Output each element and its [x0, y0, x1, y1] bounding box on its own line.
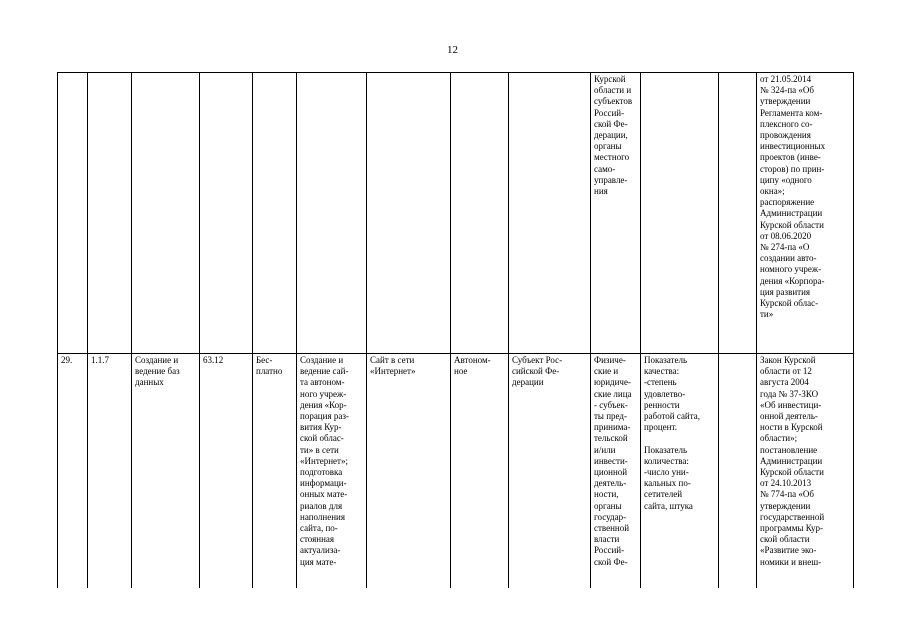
indicators-cell — [641, 73, 719, 354]
table-row — [58, 354, 854, 589]
consumers-cell: Физиче- ские и юридиче- ские лица - субъек- ты пред- принима- тельской и/или инвести- ционной деятель- ности, органы государ- ственной власти Россий- ской Фе- — [591, 354, 641, 589]
table-row — [58, 73, 854, 354]
okved-cell: 63.12 — [200, 354, 253, 589]
extra-cell — [719, 73, 757, 354]
content-cell — [297, 73, 367, 354]
price-cell — [253, 73, 297, 354]
form-cell — [367, 73, 451, 354]
indicators-cell: Показатель качества: -степень удовлетво- ренности работой сайта, процент. Показатель количества: -число уни- кальных по- сетителей сайта, штука — [641, 354, 719, 589]
row-number-cell: 29. — [58, 354, 88, 589]
page-number: 12 — [447, 44, 458, 56]
price-cell: Бес- платно — [253, 354, 297, 589]
content-cell: Создание и ведение сай- та автоном- ного учреж- дения «Кор- порация раз- вития Кур- ской облас- ти» в сети «Интернет»; подготовка информаци- онных мате- риалов для наполнения сайта, по- стоянная актуализа- ция мате- — [297, 354, 367, 589]
founder-cell: Субъект Рос- сийской Фе- дерации — [509, 354, 591, 589]
service-name-cell: Создание и ведение баз данных — [132, 354, 200, 589]
service-code-cell: 1.1.7 — [88, 354, 132, 589]
institution-type-cell: Автоном- ное — [451, 354, 509, 589]
founder-cell — [509, 73, 591, 354]
extra-cell — [719, 354, 757, 589]
consumers-cell: Курской области и субъектов Россий- ской Фе- дерации, органы местного само- управле- ния — [591, 73, 641, 354]
okved-cell — [200, 73, 253, 354]
institution-type-cell — [451, 73, 509, 354]
form-cell: Сайт в сети «Интернет» — [367, 354, 451, 589]
service-name-cell — [132, 73, 200, 354]
legal-basis-cell: от 21.05.2014 № 324-па «Об утверждении Регламента ком- плексного со- провождения инвестиционных проектов (инве- сторов) по прин- ципу «одного окна»; распоряжение Администрации Курской области от 08.06.2020 № 274-па «О создании авто- номного учреж- дения «Корпора- ция развития Курской облас- ти» — [757, 73, 854, 354]
legal-basis-cell: Закон Курской области от 12 августа 2004 года № 37-ЗКО «Об инвестици- онной деятель- ности в Курской области»; постановление Администрации Курской области от 24.10.2013 № 774-па «Об утверждении государственной программы Кур- ской области «Развитие эко- номики и внеш- — [757, 354, 854, 589]
service-code-cell — [88, 73, 132, 354]
registry-table — [57, 72, 854, 588]
row-number-cell — [58, 73, 88, 354]
